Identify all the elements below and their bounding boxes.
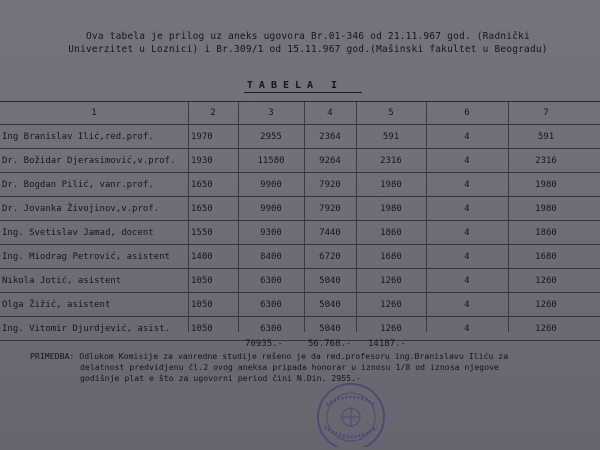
name-cell: Ing. Vitomir Djurdjević, asist. bbox=[2, 323, 170, 334]
value-cell-7: 1980 bbox=[535, 203, 557, 214]
value-cell-6: 4 bbox=[464, 275, 470, 286]
value-cell-5: 1980 bbox=[380, 179, 402, 190]
total-column-5: 14187.- bbox=[368, 339, 406, 349]
column-header: 1 bbox=[91, 108, 97, 118]
value-cell-3: 6300 bbox=[260, 323, 282, 334]
column-divider bbox=[426, 102, 427, 332]
value-cell-3: 9300 bbox=[260, 227, 282, 238]
name-cell: Dr. Jovanka Živojinov,v.prof. bbox=[2, 203, 160, 214]
remark-line-3: godišnje plat e što za ugovorni period čini N.Din. 2955.- bbox=[80, 373, 361, 383]
title-underline bbox=[244, 92, 362, 93]
value-cell-5: 2316 bbox=[380, 155, 402, 166]
value-cell-6: 4 bbox=[464, 203, 470, 214]
table-row bbox=[0, 221, 600, 245]
value-cell-2: 1050 bbox=[191, 323, 213, 334]
value-cell-5: 1260 bbox=[380, 275, 402, 286]
value-cell-4: 5040 bbox=[319, 323, 341, 334]
total-column-4: 56.768.- bbox=[308, 339, 352, 349]
total-column-3: 70935.- bbox=[245, 339, 283, 349]
value-cell-3: 2955 bbox=[260, 131, 282, 142]
table-title: TABELA I bbox=[246, 80, 344, 91]
table-row bbox=[0, 149, 600, 173]
value-cell-2: 1650 bbox=[191, 179, 213, 190]
value-cell-3: 8400 bbox=[260, 251, 282, 262]
value-cell-6: 4 bbox=[464, 227, 470, 238]
table-row bbox=[0, 125, 600, 149]
value-cell-6: 4 bbox=[464, 323, 470, 334]
value-cell-4: 5040 bbox=[319, 275, 341, 286]
remark-line-1: PRIMEDBA: Odlukom Komisije za vanredne studije rešeno je da red.profesoru ing.Branislavu Iliću za bbox=[30, 351, 509, 361]
value-cell-6: 4 bbox=[464, 179, 470, 190]
column-divider bbox=[304, 102, 305, 332]
value-cell-4: 7440 bbox=[319, 227, 341, 238]
value-cell-7: 1260 bbox=[535, 323, 557, 334]
value-cell-7: 1980 bbox=[535, 179, 557, 190]
column-header: 4 bbox=[327, 108, 333, 118]
table-row bbox=[0, 293, 600, 317]
value-cell-6: 4 bbox=[464, 155, 470, 166]
value-cell-2: 1970 bbox=[191, 131, 213, 142]
column-header: 5 bbox=[388, 108, 394, 118]
value-cell-3: 6300 bbox=[260, 275, 282, 286]
table-row bbox=[0, 173, 600, 197]
value-cell-5: 1860 bbox=[380, 227, 402, 238]
column-divider bbox=[508, 102, 509, 332]
column-header: 2 bbox=[210, 108, 216, 118]
value-cell-6: 4 bbox=[464, 131, 470, 142]
value-cell-3: 9900 bbox=[260, 203, 282, 214]
value-cell-7: 1680 bbox=[535, 251, 557, 262]
name-cell: Nikola Jotić, asistent bbox=[2, 275, 122, 286]
column-header: 6 bbox=[464, 108, 470, 118]
value-cell-7: 1260 bbox=[535, 275, 557, 286]
name-cell: Ing. Svetislav Jamad, docent bbox=[2, 227, 154, 238]
value-cell-2: 1050 bbox=[191, 275, 213, 286]
value-cell-7: 591 bbox=[537, 131, 555, 142]
value-cell-4: 6720 bbox=[319, 251, 341, 262]
value-cell-5: 1980 bbox=[380, 203, 402, 214]
value-cell-4: 7920 bbox=[319, 179, 341, 190]
name-cell: Dr. Božidar Djerasimović,v.prof. bbox=[2, 155, 176, 166]
data-table bbox=[0, 101, 600, 341]
value-cell-6: 4 bbox=[464, 299, 470, 310]
value-cell-2: 1050 bbox=[191, 299, 213, 310]
value-cell-7: 1860 bbox=[535, 227, 557, 238]
value-cell-4: 5040 bbox=[319, 299, 341, 310]
column-header: 7 bbox=[543, 108, 549, 118]
header-line-1: Ova tabela je prilog uz aneks ugovora Br.01-346 od 21.11.967 god. (Radnički bbox=[86, 31, 530, 42]
header-line-2: Univerzitet u Loznici) i Br.309/1 od 15.11.967 god.(Mašinski fakultet u Beogradu) bbox=[68, 44, 548, 55]
table-header-row bbox=[0, 102, 600, 125]
round-seal-stamp-icon bbox=[305, 375, 397, 447]
name-cell: Dr. Bogdan Pilić, vanr.prof. bbox=[2, 179, 154, 190]
value-cell-5: 591 bbox=[382, 131, 400, 142]
value-cell-2: 1550 bbox=[191, 227, 213, 238]
value-cell-5: 1680 bbox=[380, 251, 402, 262]
value-cell-3: 6300 bbox=[260, 299, 282, 310]
table-body bbox=[0, 125, 600, 341]
value-cell-2: 1650 bbox=[191, 203, 213, 214]
value-cell-3: 9900 bbox=[260, 179, 282, 190]
value-cell-4: 9264 bbox=[319, 155, 341, 166]
column-divider bbox=[188, 102, 189, 332]
value-cell-4: 2364 bbox=[319, 131, 341, 142]
table-row bbox=[0, 245, 600, 269]
value-cell-6: 4 bbox=[464, 251, 470, 262]
name-cell: Olga Žižić, asistent bbox=[2, 299, 111, 310]
value-cell-7: 2316 bbox=[535, 155, 557, 166]
column-divider bbox=[238, 102, 239, 332]
value-cell-2: 1400 bbox=[191, 251, 213, 262]
value-cell-5: 1260 bbox=[380, 299, 402, 310]
table-row bbox=[0, 197, 600, 221]
name-cell: Ing Branislav Ilić,red.prof. bbox=[2, 131, 154, 142]
value-cell-5: 1260 bbox=[380, 323, 402, 334]
column-header: 3 bbox=[268, 108, 274, 118]
value-cell-2: 1930 bbox=[191, 155, 213, 166]
remark-line-2: delatnost predvidjenu čl.2 ovog aneksa pripada honorar u iznosu 1/8 od iznosa njegove bbox=[80, 362, 499, 372]
value-cell-7: 1260 bbox=[535, 299, 557, 310]
value-cell-4: 7920 bbox=[319, 203, 341, 214]
column-divider bbox=[356, 102, 357, 332]
table-row bbox=[0, 317, 600, 341]
table-row bbox=[0, 269, 600, 293]
value-cell-3: 11580 bbox=[257, 155, 285, 166]
name-cell: Ing. Miodrag Petrović, asistent bbox=[2, 251, 170, 262]
